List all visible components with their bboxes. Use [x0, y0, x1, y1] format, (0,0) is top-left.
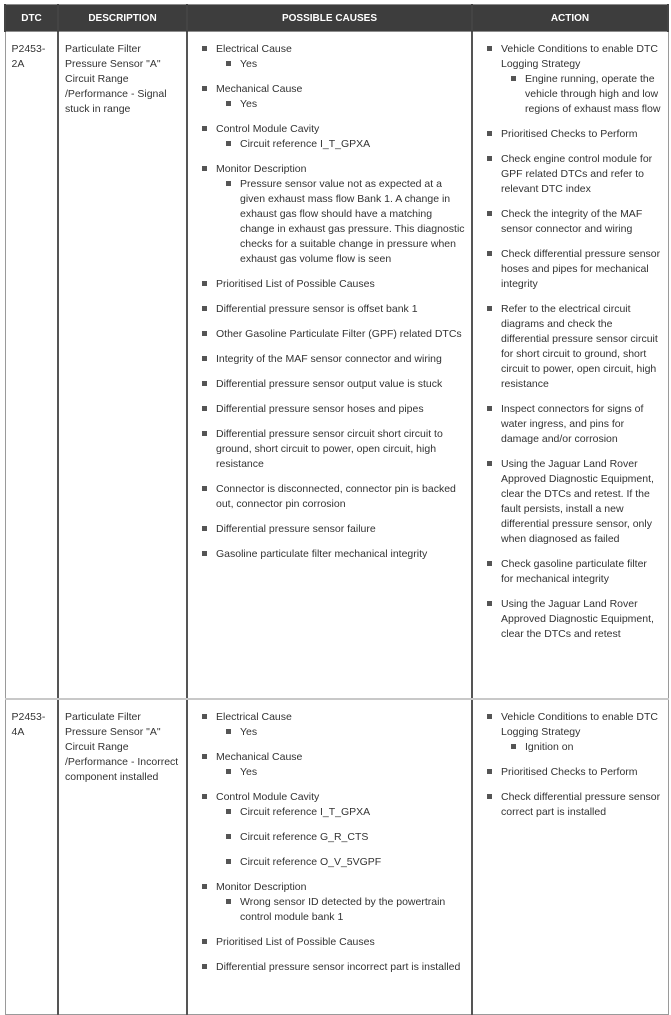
list-item: Gasoline particulate filter mechanical integrity [200, 547, 465, 562]
sub-list-item: Wrong sensor ID detected by the powertrain control module bank 1 [216, 895, 465, 925]
vehicle-conditions-label: Vehicle Conditions to enable DTC Logging Strategy [501, 711, 659, 738]
list-item: Using the Jaguar Land Rover Approved Diagnostic Equipment, clear the DTCs and retest. If the fault persists, install a new differential pressure sensor, only when diagnosed as failed [485, 457, 662, 547]
sub-list [216, 137, 465, 152]
sub-list-item: Yes [216, 97, 465, 112]
possible-causes-cell [187, 32, 472, 700]
sub-list [216, 97, 465, 112]
sub-list [216, 725, 465, 740]
list-item [200, 880, 465, 925]
possible-causes-cell [187, 699, 472, 1015]
list-item: Prioritised List of Possible Causes [200, 277, 465, 292]
list-item: Other Gasoline Particulate Filter (GPF) related DTCs [200, 327, 465, 342]
list-item: Differential pressure sensor circuit short circuit to ground, short circuit to power, open circuit, high resistance [200, 427, 465, 472]
action-cell [472, 699, 668, 1015]
monitor-description-label: Monitor Description [216, 163, 307, 175]
list-item: Differential pressure sensor is offset bank 1 [200, 302, 465, 317]
dtc-table [4, 4, 669, 1015]
sub-list-item: Yes [216, 765, 465, 780]
sub-list [216, 177, 465, 267]
list-item: Using the Jaguar Land Rover Approved Diagnostic Equipment, clear the DTCs and retest [485, 597, 662, 642]
electrical-cause-label: Electrical Cause [216, 711, 292, 723]
table-row [5, 32, 668, 700]
list-item: Differential pressure sensor output value is stuck [200, 377, 465, 392]
list-item: Inspect connectors for signs of water ingress, and pins for damage and/or corrosion [485, 402, 662, 447]
list-item: Check gasoline particulate filter for mechanical integrity [485, 557, 662, 587]
list-item [485, 710, 662, 755]
mechanical-cause-label: Mechanical Cause [216, 83, 303, 95]
action-list [485, 710, 662, 820]
sub-list [216, 805, 465, 870]
sub-list-item: Circuit reference I_T_GPXA [216, 137, 465, 152]
dtc-description: Particulate Filter Pressure Sensor "A" Circuit Range /Performance - Incorrect component installed [58, 699, 187, 1015]
action-list [485, 42, 662, 642]
sub-list-item: Circuit reference I_T_GPXA [216, 805, 465, 820]
list-item [200, 42, 465, 72]
monitor-description-label: Monitor Description [216, 881, 307, 893]
control-module-cavity-label: Control Module Cavity [216, 791, 320, 803]
list-item [200, 790, 465, 870]
list-item [485, 42, 662, 117]
sub-list-item: Circuit reference O_V_5VGPF [216, 855, 465, 870]
header-row [5, 5, 668, 32]
header-possible-causes: POSSIBLE CAUSES [187, 5, 472, 32]
list-item: Check the integrity of the MAF sensor connector and wiring [485, 207, 662, 237]
dtc-description: Particulate Filter Pressure Sensor "A" Circuit Range /Performance - Signal stuck in range [58, 32, 187, 700]
sub-list [216, 895, 465, 925]
sub-list [501, 740, 662, 755]
header-description: DESCRIPTION [58, 5, 187, 32]
sub-list-item: Yes [216, 725, 465, 740]
list-item [200, 82, 465, 112]
causes-list [200, 710, 465, 975]
list-item: Check differential pressure sensor hoses and pipes for mechanical integrity [485, 247, 662, 292]
list-item: Prioritised List of Possible Causes [200, 935, 465, 950]
sub-list [501, 72, 662, 117]
list-item: Connector is disconnected, connector pin is backed out, connector pin corrosion [200, 482, 465, 512]
table-row [5, 699, 668, 1015]
sub-list-item: Engine running, operate the vehicle through high and low regions of exhaust mass flow [501, 72, 662, 117]
list-item: Check differential pressure sensor correct part is installed [485, 790, 662, 820]
electrical-cause-label: Electrical Cause [216, 43, 292, 55]
list-item: Differential pressure sensor incorrect part is installed [200, 960, 465, 975]
header-dtc: DTC [5, 5, 58, 32]
list-item: Refer to the electrical circuit diagrams and check the differential pressure sensor circuit for short circuit to ground, short circuit to power, open circuit, high resistance [485, 302, 662, 392]
sub-list-item: Ignition on [501, 740, 662, 755]
sub-list [216, 57, 465, 72]
list-item: Differential pressure sensor failure [200, 522, 465, 537]
sub-list [216, 765, 465, 780]
sub-list-item: Yes [216, 57, 465, 72]
list-item: Differential pressure sensor hoses and pipes [200, 402, 465, 417]
header-action: ACTION [472, 5, 668, 32]
sub-list-item: Pressure sensor value not as expected at a given exhaust mass flow Bank 1. A change in exhaust gas flow should have a matching change in exhaust gas pressure. This diagnostic checks for a suitable change in pressure when exhaust gas volume flow is seen [216, 177, 465, 267]
list-item [200, 710, 465, 740]
sub-list-item: Circuit reference G_R_CTS [216, 830, 465, 845]
list-item [200, 750, 465, 780]
list-item: Check engine control module for GPF related DTCs and refer to relevant DTC index [485, 152, 662, 197]
list-item: Prioritised Checks to Perform [485, 127, 662, 142]
dtc-code: P2453-4A [5, 699, 58, 1015]
mechanical-cause-label: Mechanical Cause [216, 751, 303, 763]
list-item [200, 162, 465, 267]
list-item: Integrity of the MAF sensor connector and wiring [200, 352, 465, 367]
list-item: Prioritised Checks to Perform [485, 765, 662, 780]
dtc-code: P2453-2A [5, 32, 58, 700]
control-module-cavity-label: Control Module Cavity [216, 123, 320, 135]
vehicle-conditions-label: Vehicle Conditions to enable DTC Logging Strategy [501, 43, 659, 70]
action-cell [472, 32, 668, 700]
list-item [200, 122, 465, 152]
causes-list [200, 42, 465, 562]
